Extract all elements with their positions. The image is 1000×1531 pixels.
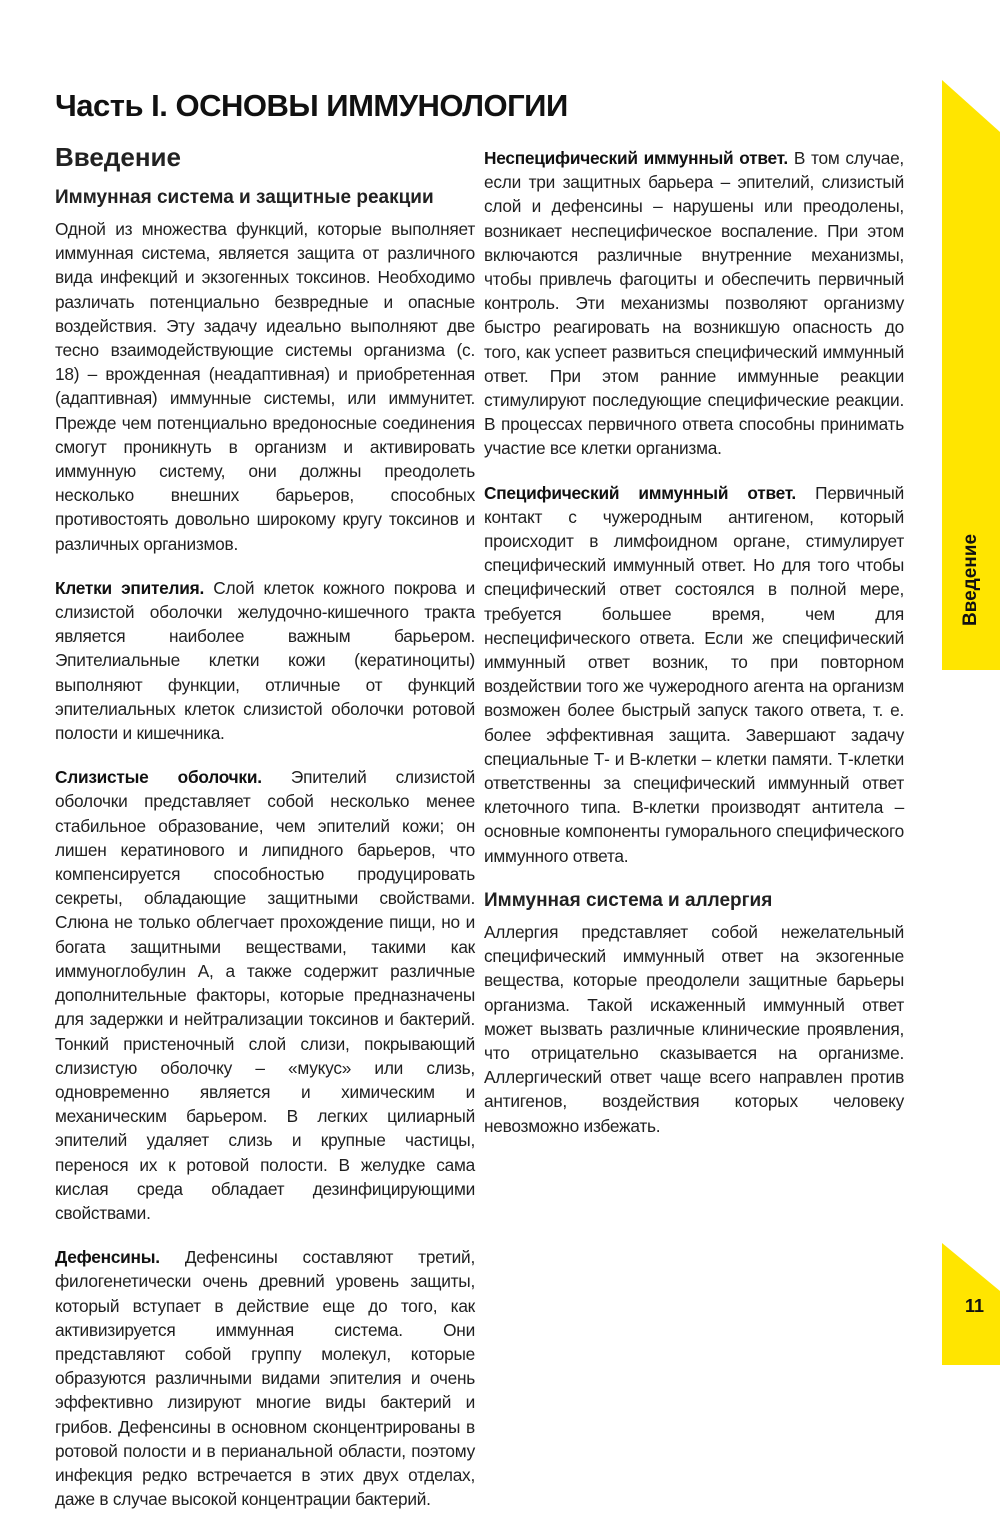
subheading-allergy: Иммунная система и аллергия bbox=[484, 889, 773, 911]
paragraph-specific bbox=[484, 481, 904, 868]
left-column bbox=[55, 138, 475, 1531]
paragraph-mucosa bbox=[55, 765, 475, 1225]
text-defensins: Дефенсины составляют третий, филогенетически очень древний уровень защиты, который вступает в действие еще до того, как активизируется иммунная система. Они представляют собой группу молекул, которые образуются различными видами эпителия и очень эффективно лизируют многие виды бактерий и грибов. Дефенсины в основном сконцентрированы в ротовой полости и в перианальной области, поэтому инфекция редко встречается в этих двух отделах, даже в случае высокой концентрации бактерий. bbox=[55, 1247, 475, 1510]
lead-epithelium: Клетки эпителия. bbox=[55, 577, 205, 598]
subheading-immune-defense: Иммунная система и защитные реакции bbox=[55, 187, 434, 208]
right-column bbox=[484, 138, 904, 1158]
paragraph-nonspecific bbox=[484, 146, 904, 461]
paragraph-defensins bbox=[55, 1245, 475, 1511]
paragraph-epithelium bbox=[55, 576, 475, 745]
lead-specific: Специфический иммунный ответ. bbox=[484, 482, 796, 503]
section-title: Введение bbox=[55, 142, 181, 172]
paragraph-allergy: Аллергия представляет собой нежелательный специфический иммунный ответ на экзогенные вещества, которые преодолели защитные барьеры организма. Такой искаженный иммунный ответ может вызвать различные клинические проявления, что отрицательно сказывается на организме. Аллергический ответ чаще всего направлен против антигенов, воздействия которых человеку невозможно избежать. bbox=[484, 921, 904, 1136]
lead-defensins: Дефенсины. bbox=[55, 1247, 160, 1268]
part-title: Часть I. ОСНОВЫ ИММУНОЛОГИИ bbox=[55, 88, 568, 123]
text-specific: Первичный контакт с чужеродным антигеном, который происходит в лимфоидном органе, стимулирует специфический иммунный ответ. Но для того чтобы специфический ответ состоялся в полной мере, требуется большее время, чем для неспецифического ответа. Если же специфический иммунный ответ возник, то при повторном воздействии того же чужеродного агента на организм возможен более быстрый запуск такого ответа, т. е. более эффективная защита. Завершают задачу специальные Т- и В-клетки – клетки памяти. Т-клетки ответственны за специфический иммунный ответ клеточного типа. В-клетки производят антитела – основные компоненты гуморального специфического иммунного ответа. bbox=[484, 482, 904, 866]
text-mucosa: Эпителий слизистой оболочки представляет собой несколько менее стабильное образование, чем эпителий кожи; он лишен кератинового и липидного барьеров, что компенсируется способностью продуцировать секреты, обладающие защитными свойствами. Слюна не только облегчает прохождение пищи, но и богата защитными веществами, такими как иммуноглобулин А, а также содержит различные дополнительные факторы, которые предназначены для задержки и нейтрализации токсинов и бактерий. Тонкий пристеночный слой слизи, покрывающий слизистую оболочку – «мукус» или слизь, одновременно является и химическим и механическим барьером. В легких цилиарный эпителий удаляет слизь и крупные частицы, перенося их к ротовой полости. В желудке сама кислая среда обладает дезинфицирующими свойствами. bbox=[55, 767, 475, 1223]
text-epithelium: Слой клеток кожного покрова и слизистой оболочки желудочно-кишечного тракта является наиболее важным барьером. Эпителиальные клетки кожи (кератиноциты) выполняют функции, отличные от функций эпителиальных клеток слизистой оболочки ротовой полости и кишечника. bbox=[55, 577, 476, 744]
page-number: 11 bbox=[965, 1296, 985, 1316]
text-nonspecific: В том случае, если три защитных барьера – эпителий, слизистый слой и дефенсины – нарушены или преодолены, возникает неспецифическое воспаление. При этом включаются различные внутренние механизмы, чтобы привлечь фагоциты и обеспечить первичный контроль. Эти механизмы позволяют организму быстро реагировать на возникшую опасность до того, как успеет развиться специфический иммунный ответ. При этом ранние иммунные реакции стимулируют последующие специфические реакции. В процессах первичного ответа способны принимать участие все клетки организма. bbox=[484, 148, 904, 459]
paragraph-intro: Одной из множества функций, которые выполняет иммунная система, является защита от различного вида инфекций и экзогенных токсинов. Необходимо различать потенциально безвредные и опасные воздействия. Эту задачу идеально выполняют две тесно взаимодействующие системы организма (с. 18) – врожденная (неадаптивная) и приобретенная (адаптивная) иммунные системы, или иммунитет. Прежде чем потенциально вредоносные соединения смогут проникнуть в организм и активировать иммунную систему, они должны преодолеть несколько внешних барьеров, способных противостоять довольно широкому кругу токсинов и различных организмов. bbox=[55, 219, 475, 554]
lead-nonspecific: Неспецифический иммунный ответ. bbox=[484, 148, 788, 168]
lead-mucosa: Слизистые оболочки. bbox=[55, 767, 262, 788]
side-tab-label: Введение bbox=[960, 533, 981, 627]
